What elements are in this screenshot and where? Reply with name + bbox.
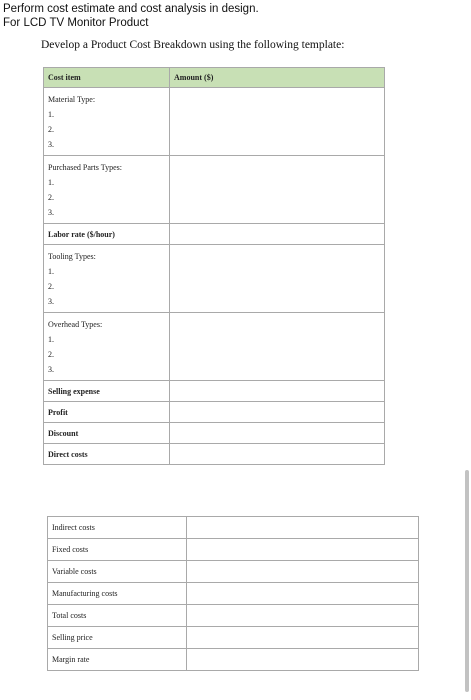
table-row-material — [44, 88, 385, 156]
tooling-item-3: 3. — [48, 297, 54, 306]
table-row — [48, 561, 419, 583]
material-item-2: 2. — [48, 125, 54, 134]
cost-summary-table — [47, 516, 419, 671]
tooling-item-2: 2. — [48, 282, 54, 291]
table-row-labor-rate — [44, 224, 385, 245]
discount-amount-cell[interactable] — [170, 423, 385, 444]
overhead-item-2: 2. — [48, 350, 54, 359]
table-row — [48, 583, 419, 605]
tooling-types-label: Tooling Types: — [48, 252, 96, 261]
overhead-amount-cell[interactable] — [170, 313, 385, 381]
overhead-types-cell — [44, 313, 170, 381]
material-item-1: 1. — [48, 110, 54, 119]
material-type-label: Material Type: — [48, 95, 96, 104]
table-row — [48, 517, 419, 539]
table-row-profit — [44, 402, 385, 423]
direct-costs-label: Direct costs — [44, 444, 170, 465]
tooling-amount-cell[interactable] — [170, 245, 385, 313]
table-header-row — [44, 68, 385, 88]
instruction-line-2: For LCD TV Monitor Product — [3, 17, 149, 29]
variable-costs-value-cell[interactable] — [186, 561, 418, 583]
manufacturing-costs-value-cell[interactable] — [186, 583, 418, 605]
variable-costs-label: Variable costs — [48, 561, 187, 583]
table-row-direct-costs — [44, 444, 385, 465]
manufacturing-costs-label: Manufacturing costs — [48, 583, 187, 605]
selling-expense-amount-cell[interactable] — [170, 381, 385, 402]
purchased-parts-cell — [44, 156, 170, 224]
total-costs-value-cell[interactable] — [186, 605, 418, 627]
purchased-item-2: 2. — [48, 193, 54, 202]
cost-breakdown-table — [43, 67, 385, 465]
direct-costs-amount-cell[interactable] — [170, 444, 385, 465]
overhead-types-label: Overhead Types: — [48, 320, 103, 329]
instruction-line-1: Perform cost estimate and cost analysis in design. — [3, 3, 259, 15]
tooling-types-cell — [44, 245, 170, 313]
material-amount-cell[interactable] — [170, 88, 385, 156]
table-row-discount — [44, 423, 385, 444]
selling-price-value-cell[interactable] — [186, 627, 418, 649]
purchased-item-1: 1. — [48, 178, 54, 187]
profit-amount-cell[interactable] — [170, 402, 385, 423]
labor-rate-label: Labor rate ($/hour) — [44, 224, 170, 245]
total-costs-label: Total costs — [48, 605, 187, 627]
purchased-item-3: 3. — [48, 208, 54, 217]
table-row-tooling — [44, 245, 385, 313]
header-amount: Amount ($) — [170, 68, 385, 88]
table-row — [48, 539, 419, 561]
table-row-purchased-parts — [44, 156, 385, 224]
indirect-costs-label: Indirect costs — [48, 517, 187, 539]
fixed-costs-label: Fixed costs — [48, 539, 187, 561]
table-row — [48, 627, 419, 649]
margin-rate-label: Margin rate — [48, 649, 187, 671]
margin-rate-value-cell[interactable] — [186, 649, 418, 671]
vertical-scrollbar[interactable] — [465, 470, 469, 692]
material-type-cell — [44, 88, 170, 156]
template-instruction: Develop a Product Cost Breakdown using the following template: — [41, 39, 345, 51]
purchased-parts-amount-cell[interactable] — [170, 156, 385, 224]
table-row-overhead — [44, 313, 385, 381]
discount-label: Discount — [44, 423, 170, 444]
purchased-parts-label: Purchased Parts Types: — [48, 163, 122, 172]
indirect-costs-value-cell[interactable] — [186, 517, 418, 539]
table-row — [48, 605, 419, 627]
table-row — [48, 649, 419, 671]
selling-price-label: Selling price — [48, 627, 187, 649]
selling-expense-label: Selling expense — [44, 381, 170, 402]
overhead-item-1: 1. — [48, 335, 54, 344]
overhead-item-3: 3. — [48, 365, 54, 374]
labor-rate-amount-cell[interactable] — [170, 224, 385, 245]
profit-label: Profit — [44, 402, 170, 423]
tooling-item-1: 1. — [48, 267, 54, 276]
fixed-costs-value-cell[interactable] — [186, 539, 418, 561]
header-cost-item: Cost item — [44, 68, 170, 88]
material-item-3: 3. — [48, 140, 54, 149]
table-row-selling-expense — [44, 381, 385, 402]
